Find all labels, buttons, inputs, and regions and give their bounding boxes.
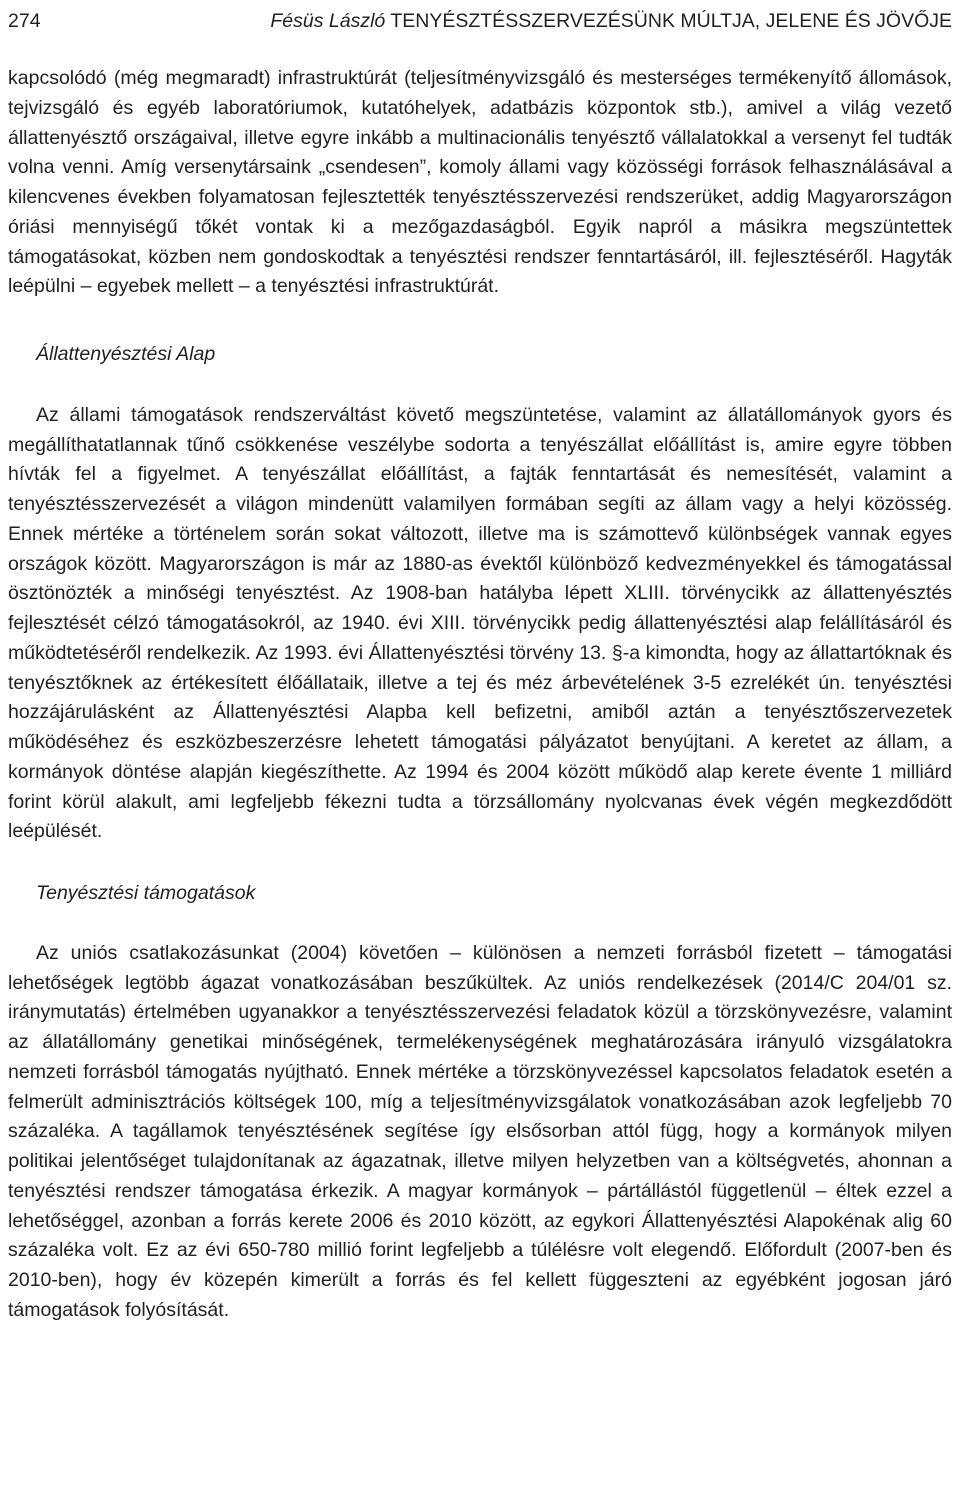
section-heading-allattenyesztesi-alap: Állattenyésztési Alap xyxy=(36,343,216,365)
author-name: Fésüs László xyxy=(270,10,386,32)
body-text xyxy=(8,64,952,1326)
page-number: 274 xyxy=(8,10,41,32)
running-title xyxy=(270,6,952,36)
section-heading-tenyesztesi-tamogatasok: Tenyésztési támogatások xyxy=(36,882,256,904)
intro-paragraph: kapcsolódó (még megmaradt) infrastruktúrát (teljesítményvizsgáló és mesterséges termékenyítő állomások, tejvizsgáló és egyéb laboratóriumok, kutatóhelyek, adatbázis központok stb.), amivel a világ vezető állattenyésztő országaival, illetve egyre inkább a multinacionális tenyésztő vállalatokkal a versenyt fel tudták volna venni. Amíg versenytársaink „csendesen”, komoly állami vagy közösségi források felhasználásával a kilencvenes években folyamatosan fejlesztették tenyésztésszervezési rendszerüket, addig Magyarországon óriási mennyiségű tőkét vontak ki a mezőgazdaságból. Egyik napról a másikra megszüntettek támogatásokat, közben nem gondoskodtak a tenyésztési rendszer fenntartásáról, ill. fejlesztéséről. Hagyták leépülni – egyebek mellett – a tenyésztési infrastruktúrát. xyxy=(8,67,952,298)
tamogatasok-paragraph: Az uniós csatlakozásunkat (2004) követően – különösen a nemzeti forrásból fizetett – támogatási lehetőségek legtöbb ágazat vonatkozásában beszűkültek. Az uniós rendelkezések (2014/C 204/01 sz. iránymutatás) értelmében ugyanakkor a tenyésztésszervezési feladatok közül a törzskönyvezésre, valamint az állatállomány genetikai minőségének, termelékenységének meghatározására irányuló vizsgálatokra nemzeti forrásból támogatás nyújtható. Ennek mértéke a törzskönyvezéssel kapcsolatos feladatok esetén a felmerült adminisztrációs költségek 100, míg a teljesítményvizsgálatok vonatkozásában azok legfeljebb 70 százaléka. A tagállamok tenyésztésének segítése így elsősorban attól függ, hogy a kormányok milyen politikai jelentőséget tulajdonítanak az ágazatnak, illetve milyen helyzetben van a költségvetés, ahonnan a tenyésztési rendszer támogatása érkezik. A magyar kormányok – pártállástól függetlenül – éltek ezzel a lehetőséggel, azonban a forrás kerete 2006 és 2010 között, az egykori Állattenyésztési Alapokénak alig 60 százaléka volt. Ez az évi 650-780 millió forint legfeljebb a túlélésre volt elegendő. Előfordult (2007-ben és 2010-ben), hogy év közepén kimerült a forrás és fel kellett függeszteni az egyébként jogosan járó támogatások folyósítását. xyxy=(8,941,952,1321)
running-header xyxy=(8,6,952,36)
alap-paragraph: Az állami támogatások rendszerváltást követő megszüntetése, valamint az állatállományok gyors és megállíthatatlannak tűnő csökkenése veszélybe sodorta a tenyészállat előállítást is, amire egyre többen hívták fel a figyelmet. A tenyészállat előállítást, a fajták fenntartását és nemesítését, valamint a tenyésztésszervezését a világon mindenütt valamilyen formában segíti az állam vagy a helyi közösség. Ennek mértéke a történelem során sokat változott, illetve ma is számottevő különbségek vannak egyes országok között. Magyarországon is már az 1880-as évektől különböző kedvezményekkel és támogatással ösztönözték a minőségi tenyésztést. Az 1908-ban hatályba lépett XLIII. törvénycikk az állattenyésztés fejlesztését célzó támogatásokról, az 1940. évi XIII. törvénycikk pedig állattenyésztési alap felállításáról és működtetéséről rendelkezik. Az 1993. évi Állattenyésztési törvény 13. §-a kimondta, hogy az állattartóknak és tenyésztőknek az értékesített élőállataik, illetve a tej és méz árbevételének 3-5 ezrelékét ún. tenyésztési hozzájárulásként az Állattenyésztési Alapba kell befizetni, amiből aztán a tenyésztőszervezetek működéséhez és eszközbeszerzésre lehetett támogatási pályázatot benyújtani. A keretet az állam, a kormányok döntése alapján kiegészíthette. Az 1994 és 2004 között működő alap kerete évente 1 milliárd forint körül alakult, ami legfeljebb fékezni tudta a törzsállomány nyolcvanas évek végén megkezdődött leépülését. xyxy=(8,403,952,843)
chapter-title: TENYÉSZTÉSSZERVEZÉSÜNK MÚLTJA, JELENE ÉS JÖVŐJE xyxy=(390,10,952,32)
